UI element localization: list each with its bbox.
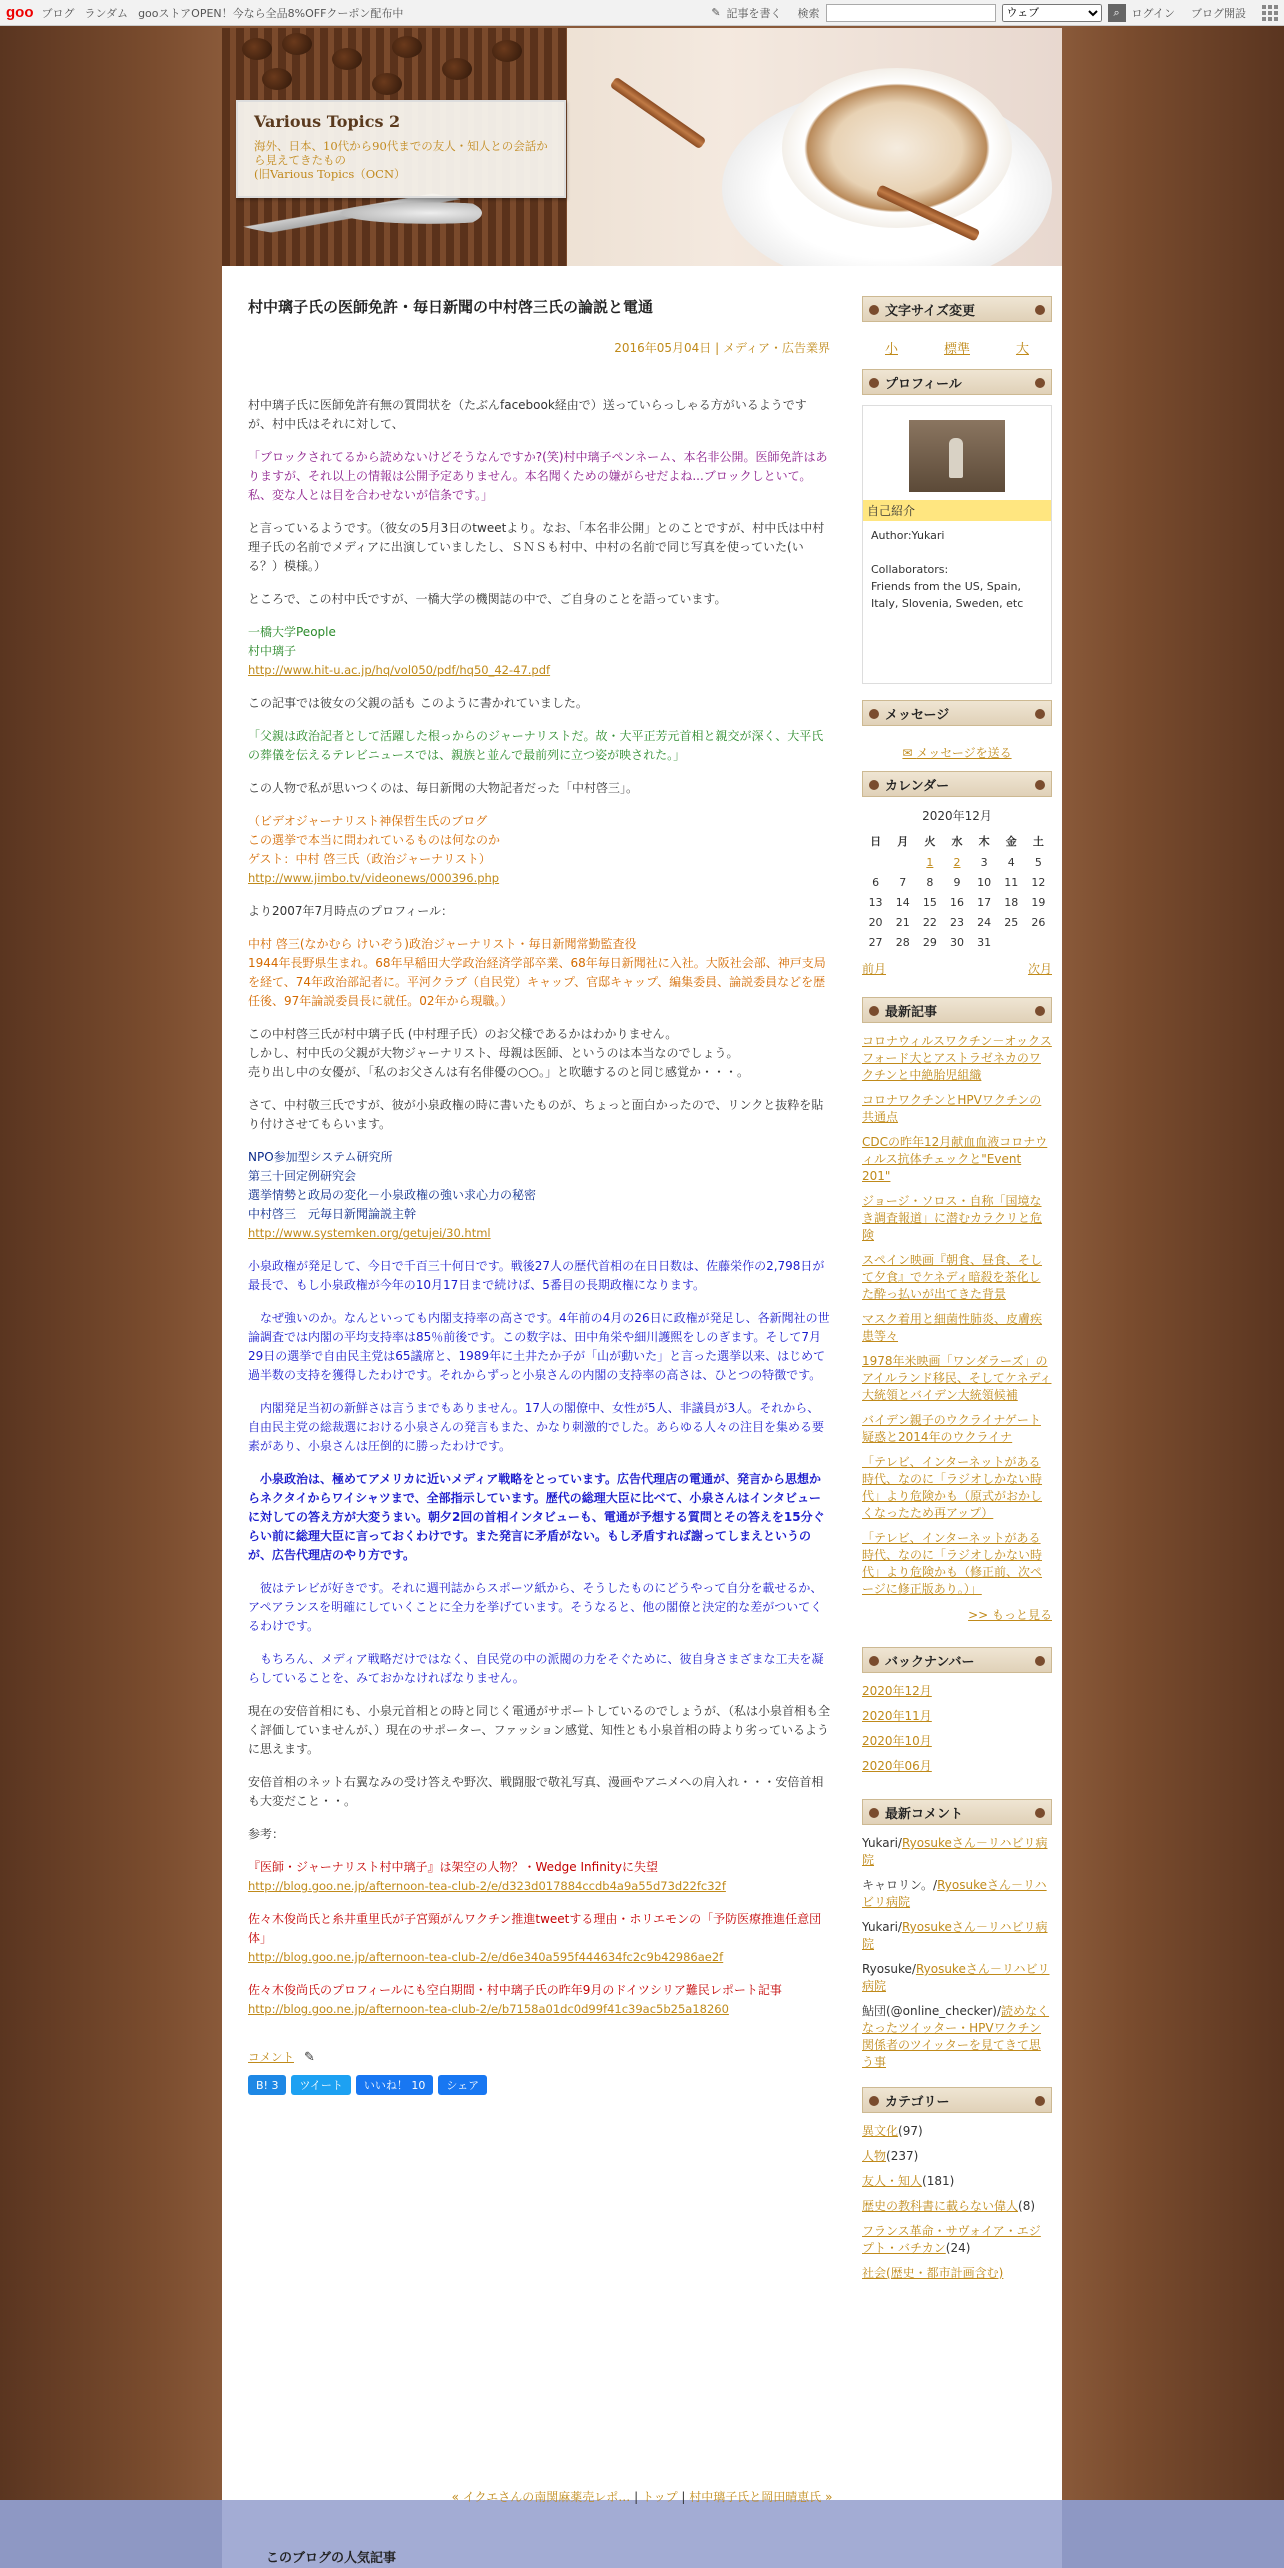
search-input[interactable]: [826, 4, 996, 22]
self-intro-label: 自己紹介: [863, 500, 1051, 521]
calendar-day: 30: [949, 935, 964, 949]
category-list: [862, 2123, 1052, 2282]
more-link[interactable]: >> もっと見る: [968, 1608, 1052, 1622]
profile-quote: 中村 啓三(なかむら けいぞう)政治ジャーナリスト・毎日新聞常勤監査役 1944年長野県生まれ。68年早稲田大学政治経済学部卒業、68年毎日新聞社に入社。大阪社会部、神戸支局を経て、74年政治部記者に。平河クラブ（自民党）キャップ、官邸キャップ、編集委員、論説委員などを歴任後、97年論説委員長に就任。02年から現職。）: [248, 937, 826, 1008]
comment-author: Yukari/: [862, 1920, 902, 1934]
search-label: 検索: [797, 6, 820, 20]
sidebar-heading-comments: 最新コメント: [862, 1799, 1052, 1825]
list-item: [862, 1877, 1052, 1911]
post-paragraph: この人物で私が思いつくのは、毎日新聞の大物記者だった「中村啓三」。: [248, 781, 639, 795]
list-item: [862, 1412, 1052, 1446]
list-item: [862, 1683, 1052, 1700]
recent-post-link[interactable]: コロナワクチンとHPVワクチンの共通点: [862, 1093, 1042, 1124]
calendar-day: 15: [922, 895, 937, 909]
calendar-day: 7: [899, 875, 907, 889]
calendar-day: 18: [1004, 895, 1019, 909]
post-paragraph: さて、中村敬三氏ですが、彼が小泉政権の時に書いたものが、ちょっと面白かったので、リンクと抜粋を貼り付けさせてもらいます。: [248, 1098, 824, 1131]
cinnamon-stick-image: [610, 77, 707, 150]
list-item: [862, 1835, 1052, 1869]
category-link[interactable]: 社会(歴史・都市計画含む): [862, 2266, 1004, 2280]
list-item: [862, 1252, 1052, 1303]
post-paragraph: この記事では彼女の父親の話も このように書かれていました。: [248, 696, 588, 710]
backnumber-link[interactable]: 2020年06月: [862, 1759, 932, 1773]
prev-post-link[interactable]: « イクエさんの南関麻薬売レポ…: [451, 2490, 631, 2504]
recent-post-link[interactable]: スペイン映画『朝食、昼食、そして夕食』でケネディ暗殺を茶化した酔っ払いが出てきた背景: [862, 1253, 1043, 1301]
list-item: [862, 1530, 1052, 1598]
calendar-day: 28: [895, 935, 910, 949]
list-item: [862, 1919, 1052, 1953]
calendar-day: 21: [895, 915, 910, 929]
weekday-header: 木: [978, 835, 990, 848]
weekday-header: 土: [1032, 835, 1044, 848]
citation-link[interactable]: http://www.systemken.org/getujei/30.html: [248, 1226, 491, 1240]
calendar-day: [1025, 932, 1052, 952]
list-item: [862, 2173, 1052, 2190]
post-pager: [222, 2488, 1062, 2505]
excerpt-paragraph-bold: 小泉政治は、極めてアメリカに近いメディア戦略をとっています。広告代理店の電通が、発言から思想からネクタイからワイシャツまで、全部指示しています。歴代の総理大臣に比べて、小泉さんはインタビューに対しての答え方が大変うまい。朝夕2回の首相インタビューも、電通が予想する質問とその答えを15分ぐらい前に総理大臣に言っておくわけです。また発言に矛盾がない。もし矛盾すれば謝ってしまえというのが、広告代理店のやり方です。: [248, 1472, 825, 1562]
goo-link-random[interactable]: ランダム: [84, 6, 129, 20]
calendar-day: 5: [1034, 855, 1042, 869]
pencil-icon: ✎: [711, 6, 721, 19]
main-column: [248, 296, 830, 2095]
backnumber-link[interactable]: 2020年11月: [862, 1709, 932, 1723]
search-scope-select[interactable]: [1002, 4, 1102, 22]
calendar-month: 2020年12月: [922, 809, 992, 823]
fontsize-small-button[interactable]: 小: [884, 342, 898, 357]
open-blog-link[interactable]: ブログ開設: [1191, 6, 1246, 20]
calendar-day: [862, 852, 889, 872]
citation-source: （ビデオジャーナリスト神保哲生氏のブログ: [248, 814, 488, 828]
list-item: [862, 1134, 1052, 1185]
pager-separator: |: [630, 2490, 642, 2504]
calendar-day: 12: [1031, 875, 1046, 889]
reference-title: 佐々木俊尚氏と糸井重里氏が子宮頸がんワクチン推進tweetする理由・ホリエモンの「予防医療推進任意団体」: [248, 1912, 822, 1945]
weekday-header: 水: [951, 835, 963, 848]
calendar-day: 14: [895, 895, 910, 909]
category-count: (181): [922, 2174, 955, 2188]
post-paragraph: より2007年7月時点のプロフィール：: [248, 904, 453, 918]
calendar-table: [862, 830, 1052, 952]
recent-post-link[interactable]: マスク着用と細菌性肺炎、皮膚疾患等々: [862, 1312, 1043, 1343]
post-title: 村中璃子氏の医師免許・毎日新聞の中村啓三氏の論説と電通: [248, 298, 654, 316]
goo-link-blog[interactable]: ブログ: [41, 6, 75, 20]
post-category-link[interactable]: メディア・広告業界: [722, 341, 830, 355]
comment-post-link[interactable]: Ryosukeさん－リハビリ病院: [862, 1878, 1047, 1909]
category-count: (24): [945, 2241, 971, 2255]
reference-title: 佐々木俊尚氏のプロフィールにも空白期間・村中璃子氏の昨年9月のドイツシリア難民レポート記事: [248, 1983, 782, 1997]
sidebar-heading-backnumber: バックナンバー: [862, 1647, 1052, 1673]
post-paragraph: ところで、この村中氏ですが、一橋大学の機関誌の中で、ご自身のことを語っています。: [248, 592, 727, 606]
sidebar: [862, 296, 1052, 2290]
backnumber-link[interactable]: 2020年12月: [862, 1684, 932, 1698]
search-button[interactable]: [1108, 4, 1126, 22]
comment-author: キャロリン。/: [862, 1878, 938, 1892]
list-item: [862, 2003, 1052, 2071]
post-date-link[interactable]: 2016年05月04日: [614, 341, 712, 355]
list-item: [862, 1454, 1052, 1522]
excerpt-paragraph: 内閣発足当初の新鮮さは言うまでもありません。17人の閣僚中、女性が5人、非議員が3人。それから、自由民主党の総裁選における小泉さんの発言もまた、かなり刺激的でした。あらゆる人々の注目を集める要素があり、小泉さんは圧倒的に勝ったわけです。: [248, 1401, 825, 1453]
recent-post-link[interactable]: ジョージ・ソロス・自称「国境なき調査報道」に潜むカラクリと危険: [862, 1194, 1043, 1242]
calendar-day: [889, 852, 916, 872]
sidebar-heading-profile: プロフィール: [862, 369, 1052, 395]
meta-separator: |: [711, 341, 723, 355]
list-item: [862, 1961, 1052, 1995]
calendar-day: 16: [949, 895, 964, 909]
list-item: [862, 1353, 1052, 1404]
comment-row: [248, 2049, 830, 2065]
reference-item: [248, 1858, 830, 1896]
excerpt-paragraph: 小泉政権が発足して、今日で千百三十何日です。戦後27人の歴代首相の在日日数は、佐藤栄作の2,798日が最長で、もし小泉政権が今年の10月17日まで続けば、5番目の長期政権になります。: [248, 1259, 825, 1292]
list-item: [862, 2223, 1052, 2257]
references-heading: 参考：: [248, 1827, 285, 1841]
prev-month-link[interactable]: 前月: [862, 962, 887, 976]
category-count: (97): [898, 2124, 923, 2138]
reference-link[interactable]: http://blog.goo.ne.jp/afternoon-tea-club-2/e/d323d017884ccdb4a9a55d73d22fc32f: [248, 1879, 726, 1893]
calendar-day: 31: [977, 935, 992, 949]
list-item: [862, 2148, 1052, 2165]
category-count: (8): [1018, 2199, 1036, 2213]
citation-source: 一橋大学People: [248, 625, 336, 639]
pager-separator: |: [677, 2490, 690, 2504]
fontsize-normal-button[interactable]: 標準: [943, 342, 970, 357]
category-link[interactable]: 人物: [862, 2149, 887, 2163]
weekday-header: 日: [870, 835, 882, 848]
category-link[interactable]: 友人・知人: [862, 2174, 923, 2188]
weekday-header: 金: [1005, 835, 1017, 848]
recent-post-link[interactable]: 「テレビ、インターネットがある時代、なのに「ラジオしかない時代」より危険かも（修正前、次ページに修正版あり。）」: [862, 1531, 1043, 1596]
calendar-day: 22: [922, 915, 937, 929]
sidebar-heading-recent: 最新記事: [862, 997, 1052, 1023]
profile-box: [862, 405, 1052, 684]
calendar-day: 13: [868, 895, 883, 909]
citation-title: 村中璃子: [248, 644, 297, 658]
blog-title[interactable]: Various Topics 2: [254, 112, 401, 131]
hatena-bookmark-button[interactable]: B! 3: [248, 2075, 286, 2095]
search-icon: ⌕: [1113, 5, 1120, 19]
calendar-day: 4: [1007, 855, 1015, 869]
citation-guest: ゲスト：中村 啓三氏（政治ジャーナリスト）: [248, 852, 491, 866]
recent-post-link[interactable]: 「テレビ、インターネットがある時代、なのに「ラジオしかない時代」より危険かも（原式がおかしくなったため再アップ）: [862, 1455, 1043, 1520]
calendar-day: 10: [977, 875, 992, 889]
goo-logo[interactable]: goo: [6, 4, 34, 21]
calendar: [862, 807, 1052, 977]
excerpt-paragraph: 彼はテレビが好きです。それに週刊誌からスポーツ紙から、そうしたものにどうやって自分を載せるか、アペアランスを明確にしていくことに全力を挙げています。そうなると、他の閣僚と決定的な差がついてくるわけです。: [248, 1581, 823, 1633]
category-link[interactable]: フランス革命・サヴォイア・エジプト・バチカン: [862, 2224, 1041, 2255]
calendar-day: 11: [1004, 875, 1019, 889]
next-month-link[interactable]: 次月: [1027, 962, 1052, 976]
comment-post-link[interactable]: Ryosukeさん－リハビリ病院: [862, 1962, 1050, 1993]
weekday-header: 月: [897, 835, 909, 848]
calendar-day: 8: [926, 875, 934, 889]
comment-author: Ryosuke/: [862, 1962, 916, 1976]
category-link[interactable]: 歴史の教科書に載らない偉人: [862, 2199, 1019, 2213]
comment-post-link[interactable]: Ryosukeさん－リハビリ病院: [862, 1836, 1048, 1867]
calendar-day: 25: [1004, 915, 1019, 929]
calendar-nav: [862, 960, 1052, 977]
send-message-label: メッセージを送る: [916, 746, 1012, 760]
citation-link[interactable]: http://www.jimbo.tv/videonews/000396.php: [248, 871, 500, 885]
citation-title: この選挙で本当に問われているものは何なのか: [248, 833, 501, 847]
post-paragraph: 安倍首相のネット右翼なみの受け答えや野次、戦闘服で敬礼写真、漫画やアニメへの肩入れ・・・安倍首相も大変だこと・・。: [248, 1775, 824, 1808]
comment-post-link[interactable]: 読めなくなったツイッター・HPVワクチン関係者のツイッターを見てきて思う事: [862, 2004, 1050, 2069]
popular-posts-heading: このブログの人気記事: [266, 2551, 397, 2566]
calendar-day: 23: [949, 915, 964, 929]
post-paragraph: この中村啓三氏が村中璃子氏 (中村理子氏）のお父様であるかはわかりません。 しかし、村中氏の父親が大物ジャーナリスト、母親は医師、というのは本当なのでしょう。 売り出し中の女優が、「私のお父さんは有名俳優の○○。」と吹聴するのと同じ感覚か・・・。: [248, 1027, 749, 1079]
recent-comments-list: [862, 1835, 1052, 2071]
write-post-link[interactable]: 記事を書く: [726, 6, 782, 20]
tweet-button[interactable]: ツイート: [291, 2075, 350, 2095]
list-item: [862, 2265, 1052, 2282]
goo-link-store-promo[interactable]: gooストアOPEN！今なら全品8%OFFクーポン配布中: [138, 6, 404, 20]
sidebar-heading-message: メッセージ: [862, 700, 1052, 726]
calendar-day: 27: [868, 935, 883, 949]
calendar-day-link[interactable]: 2: [953, 855, 961, 869]
sidebar-heading-categories: カテゴリー: [862, 2087, 1052, 2113]
post-paragraph: と言っているようです。（彼女の5月3日のtweetより。なお、「本名非公開」とのことですが、村中氏は中村理子氏の名前でメディアに出演していましたし、ＳＮＳも村中、中村の名前で同じ写真を使っていた(いる？）模様。）: [248, 521, 825, 573]
recent-post-link[interactable]: バイデン親子のウクライナゲート疑惑と2014年のウクライナ: [862, 1413, 1041, 1444]
calendar-day: 9: [953, 875, 961, 889]
sidebar-heading-calendar: カレンダー: [862, 771, 1052, 797]
goo-toolbar: [0, 0, 1284, 26]
reference-item: [248, 1910, 830, 1967]
excerpt-paragraph: もちろん、メディア戦略だけではなく、自民党の中の派閥の力をそぐために、彼自身さまざまな工夫を凝らしていることを、みておかなければなりません。: [248, 1652, 824, 1685]
calendar-day: 19: [1031, 895, 1046, 909]
pencil-icon[interactable]: ✎: [304, 2049, 315, 2065]
reference-item: [248, 1981, 830, 2019]
citation-link[interactable]: http://www.hit-u.ac.jp/hq/vol050/pdf/hq50_42-47.pdf: [248, 663, 551, 677]
next-post-link[interactable]: 村中璃子氏と岡田晴恵氏 »: [689, 2490, 833, 2504]
calendar-day: 3: [980, 855, 988, 869]
list-item: [862, 1092, 1052, 1126]
citation-title: NPO参加型システム研究所 第三十回定例研究会 選挙情勢と政局の変化－小泉政権の強い求心力の秘密 中村啓三 元毎日新聞論説主幹: [248, 1150, 537, 1221]
list-item: [862, 2198, 1052, 2215]
sidebar-heading-fontsize: 文字サイズ変更: [862, 296, 1052, 322]
recent-post-link[interactable]: 1978年米映画「ワンダラーズ」のアイルランド移民、そしてケネディ大統領とバイデン大統領候補: [862, 1354, 1052, 1402]
share-buttons: [248, 2075, 830, 2095]
calendar-day: 26: [1031, 915, 1046, 929]
profile-image[interactable]: [909, 420, 1005, 492]
login-link[interactable]: ログイン: [1131, 6, 1175, 20]
list-item: [862, 1708, 1052, 1725]
top-link[interactable]: トップ: [641, 2490, 678, 2504]
post-paragraph: 現在の安倍首相にも、小泉元首相との時と同じく電通がサポートしているのでしょうが、（私は小泉首相も全く評価していませんが、）現在のサポーター、ファッション感覚、知性とも小泉首相の時より劣っているように思えます。: [248, 1704, 831, 1756]
reference-title: 『医師・ジャーナリスト村中璃子』は架空の人物？・Wedge Infinityに失望: [248, 1860, 658, 1874]
post-quote: 「父親は政治記者として活躍した根っからのジャーナリストだ。故・大平正芳元首相と親交が深く、大平氏の葬儀を伝えるテレビニュースでは、親族と並んで最前列に立つ姿が映された。」: [248, 729, 824, 762]
blog-header-banner: [222, 28, 1062, 266]
list-item: [862, 2123, 1052, 2140]
excerpt-paragraph: なぜ強いのか。なんといっても内閣支持率の高さです。4年前の4月の26日に政権が発足し、各新聞社の世論調査では内閣の平均支持率は85％前後です。この数字は、田中角栄や細川護煕をしのぎます。そして7月29日の選挙で自由民主党は65議席と、1989年に土井たか子が「山が動いた」と言った選挙以来、はじめて過半数の支持を獲得したわけです。それからずっと小泉さんの内閣の支持率の高さは、ひとつの特徴です。: [248, 1311, 830, 1382]
apps-grid-icon[interactable]: [1262, 5, 1278, 21]
comment-author: Yukari/: [862, 1836, 902, 1850]
comment-link[interactable]: コメント: [248, 2050, 294, 2064]
mail-icon: ✉: [902, 746, 917, 760]
calendar-day: 20: [868, 915, 883, 929]
citation-block: [248, 1148, 830, 1243]
citation-block: [248, 812, 830, 888]
category-link[interactable]: 異文化: [862, 2124, 899, 2138]
fontsize-large-button[interactable]: 大: [1015, 342, 1029, 357]
list-item: [862, 1033, 1052, 1084]
comment-post-link[interactable]: Ryosukeさん－リハビリ病院: [862, 1920, 1048, 1951]
calendar-day: 6: [872, 875, 880, 889]
recent-post-link[interactable]: コロナウィルスワクチン－オックスフォード大とアストラゼネカのワクチンと中絶胎児組織: [862, 1034, 1052, 1082]
post-paragraph: 村中璃子氏に医師免許有無の質問状を（たぶんfacebook経由で）送っていらっしゃる方がいるようですが、村中氏はそれに対して、: [248, 398, 807, 431]
calendar-day: [998, 932, 1025, 952]
recent-post-link[interactable]: CDCの昨年12月献血血液コロナウィルス抗体チェックと"Event 201": [862, 1135, 1048, 1183]
fontsize-switcher: [862, 332, 1052, 369]
backnumber-link[interactable]: 2020年10月: [862, 1734, 932, 1748]
recent-posts-list: [862, 1033, 1052, 1598]
calendar-day: 17: [977, 895, 992, 909]
facebook-share-button[interactable]: シェア: [438, 2075, 487, 2095]
category-count: (237): [886, 2149, 919, 2163]
list-item: [862, 1193, 1052, 1244]
send-message-link[interactable]: [862, 736, 1052, 771]
profile-text: Author:Yukari Collaborators: Friends from the US, Spain, Italy, Slovenia, Sweden, etc: [871, 529, 1024, 610]
list-item: [862, 1733, 1052, 1750]
calendar-day-link[interactable]: 1: [926, 855, 934, 869]
calendar-day: 24: [977, 915, 992, 929]
facebook-like-button[interactable]: いいね！ 10: [356, 2075, 434, 2095]
citation-block: [248, 623, 830, 680]
list-item: [862, 1758, 1052, 1775]
post-quote: 「ブロックされてるから読めないけどそうなんですか?(笑)村中璃子ペンネーム、本名非公開。医師免許はありますが、それ以上の情報は公開予定ありません。本名聞くための嫌がらせだよね...ブロックしといて。私、変な人とは目を合わせないが信条です。」: [248, 450, 828, 502]
post-meta: [248, 339, 830, 356]
reference-link[interactable]: http://blog.goo.ne.jp/afternoon-tea-club-2/e/b7158a01dc0d99f41c39ac5b25a18260: [248, 2002, 729, 2016]
reference-link[interactable]: http://blog.goo.ne.jp/afternoon-tea-club-2/e/d6e340a595f444634fc2c9b42986ae2f: [248, 1950, 724, 1964]
backnumber-list: [862, 1683, 1052, 1775]
comment-author: 鮎団(@online_checker)/: [862, 2004, 1002, 2018]
blog-title-box: [236, 100, 566, 198]
list-item: [862, 1311, 1052, 1345]
blog-description: 海外、日本、10代から90代までの友人・知人との会話から見えてきたもの (旧Various Topics（OCN）: [254, 139, 548, 181]
calendar-day: 29: [922, 935, 937, 949]
weekday-header: 火: [924, 835, 936, 848]
